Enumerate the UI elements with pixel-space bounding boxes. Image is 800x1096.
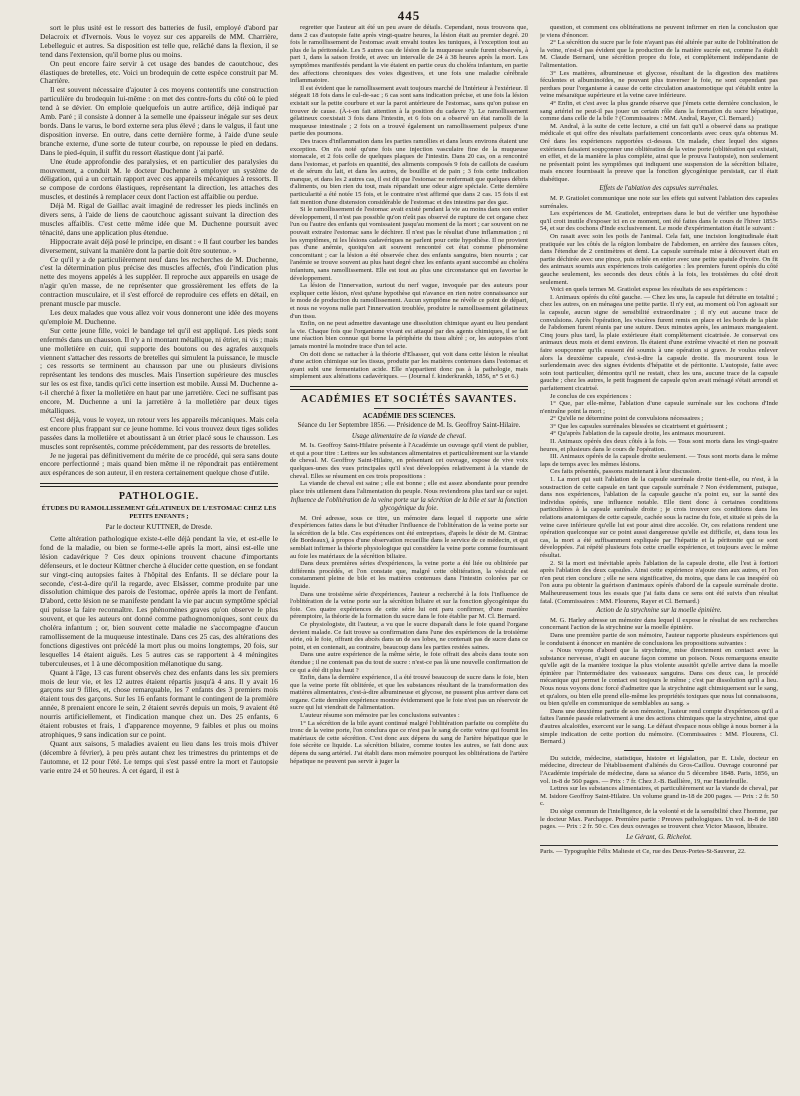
paragraph: 1. La mort qui suit l'ablation de la capsule surrénale droite tient-elle, ou n'est, à la soustraction de cette capsule en tant que capsule surrénale ? Non évidemment, puisque, dans nos expériences, l'ablation de la capsule gauche n'a point eu, sur la santé des individus opérés, une influence notable. Elle tient donc à certaines conditions particulières à la capsule surrénale droite ; je crois trouver ces conditions dans les relations anatomiques de cette capsule, cachée sous la racine du foie, et située si près de la veine cave inférieure qu'elle lui est pour ainsi dire accolée. Or, ces relations rendent une opération quelconque sur ce point aussi dangereuse qu'elle est difficile, et, dans tous les cas, la mort a été suffisamment expliquée par l'hépatite et la péritonite qui se sont développées. J'ai répété plusieurs fois cette cruelle expérience, et toujours avec le même résultat. <box>540 476 778 559</box>
paragraph: 3° Les matières, albumineuse et glycose, résultant de la digestion des matières féculentes et albuminoïdes, ne pouvant plus traverser le foie, ne sont cependant pas perdues pour l'organisme à cause de cette circulation anastomotique qui s'établit entre la veine mésaraïque supérieure et la veine cave inférieure. <box>540 69 778 100</box>
paragraph: Dans une deuxième partie de son mémoire, l'auteur rend compte d'expériences qu'il a faites l'année passée relativement à une des actions chimiques que la strychnine, ainsi que d'autres alcaloïdes, exercent sur le sang. Le défaut d'espace nous oblige à nous borner à la simple indication de cette portion du mémoire. (Commissaires : MM. Flourens, Cl. Bernard.) <box>540 707 778 746</box>
paragraph: Dans une troisième série d'expériences, l'auteur a recherché à la fois l'influence de l'oblitération de la veine porte sur la sécrétion biliaire et sur la fonction glycogénique du foie. Ces quatre expériences de cette série lui ont paru confirmer, d'une manière péremptoire, la théorie de la formation du sucre dans le foie établie par M. Cl. Bernard. <box>290 590 528 621</box>
paragraph: 2° Qu'elle ne détermine point de convulsions nécessaires ; <box>550 415 704 423</box>
paragraph: « Nous voyons d'abord que la strychnine, mise directement en contact avec la substance nerveuse, n'agit en aucune façon comme un poison. Nous remarquons ensuite qu'elle agit de la manière toxique la plus violente aussitôt qu'elle arrive dans la moelle épinière par l'intermédiaire des vaisseaux sanguins. Dans ces deux cas, le procédé mécanique qui permet le contact est toujours le même ; c'est par dissolution qu'il a lieu. Nous nous voyons donc forcé d'admettre que la strychnine agit chimiquement sur le sang, et qu'alors, ou bien elle prend elle-même les propriétés toxiques que nous lui connaissons, ou bien qu'elle en communique de semblables au sang. » <box>540 647 778 708</box>
topic-heading: Usage alimentaire de la viande de cheval. <box>351 432 467 440</box>
paragraph: On doit donc se rattacher à la théorie d'Elsasser, qui voit dans cette lésion le résultat d'une action chimique sur les tissus, produite par les matières contenues dans l'estomac et ayant subi une fermentation acide. Elle n'appartient donc pas à la pathologie, mais simplement aux altérations cadavériques. — (Journal f. kinderkrankh, 1856, n° 5 et 6.) <box>290 350 528 381</box>
academy-heading: ACADÉMIE DES SCIENCES. <box>362 411 456 420</box>
paragraph: Dans une première partie de son mémoire, l'auteur rapporte plusieurs expériences qui le conduisent à énoncer en manière de conclusions les propositions suivantes : <box>540 631 778 647</box>
paragraph: Voici en quels termes M. Gratiolet expose les résultats de ses expériences : <box>550 286 748 294</box>
paragraph: III. Animaux opérés de la capsule droite seulement. — Tous sont morts dans le même laps de temps avec les mêmes lésions. <box>540 453 778 468</box>
section-divider <box>40 483 278 487</box>
paragraph: M. G. Harley adresse un mémoire dans lequel il expose le résultat de ses recherches concernant l'action de la strychnine sur la moelle épinière. <box>540 616 778 632</box>
book-notice: Du siège commun de l'intelligence, de la volonté et de la sensibilité chez l'homme, par le docteur Max. Parchappe. Première partie : Preuves pathologiques. Un vol. in-8 de 180 pages. — Prix : 2 fr. 50 c. Ces deux ouvrages se trouvent chez Victor Masson, libraire. <box>540 807 778 831</box>
section-title-academies: ACADÉMIES ET SOCIÉTÉS SAVANTES. <box>300 393 518 405</box>
columns <box>40 24 778 1064</box>
paragraph: question, et comment ces oblitérations ne peuvent infirmer en rien la conclusion que je viens d'énoncer. <box>540 24 778 39</box>
paragraph: Enfin, dans la dernière expérience, il a été trouvé beaucoup de sucre dans le foie, bien que la veine porte fût oblitérée, et que les substances résultant de la transformation des matières alimentaires, c'est-à-dire albumineuse et glycose, ne pussent plus arriver dans cet organe. Cette dernière expérience montre évidemment que le foie n'est pas un réservoir de sucre qui lui viendrait de l'alimentation. <box>290 674 528 712</box>
paragraph: Cette altération pathologique existe-t-elle déjà pendant la vie, et est-elle le fond de la maladie, ou bien se forme-t-elle après la mort, ainsi est-elle une lésion cadavérique ? Ces deux opinions trouvent chacune d'importants défenseurs, et le docteur Küttner cherche à élucider cette question, en se fondant sur vingt-cinq autopsies faites à l'hôpital des Enfants. Il se déclare pour la seconde, c'est-à-dire qu'il la regarde, avec Elsässer, comme produite par une dissolution chimique des parois de l'estomac, opérée après la mort de l'enfant. D'abord, cette lésion ne se manifeste pendant la vie par aucun symptôme spécial qui puisse la faire reconnaître. Les phénomènes graves qu'on observe le plus souvent, et que les auteurs ont donné comme pathognomoniques, sont ceux du choléra infantum ; or, bien souvent cette maladie ne s'accompagne d'aucun ramollissement de la muqueuse intestinale. Dans ces 25 cas, des altérations des fonctions digestives ont précédé la mort plus ou moins longtemps, 20 fois, sur lesquelles 14 étaient aiguës. Les 5 autres cas se rapportent à 4 méningites tuberculeuses, et 1 à une décomposition mélanotique du sang. <box>40 534 278 668</box>
book-notice: Du suicide, médecine, statistique, histoire et législation, par E. Lisle, docteur en médecine, directeur de l'établissement d'aliénés du Gros-Caillou. Ouvrage couronné par l'Académie impériale de médecine, dans sa séance du 5 décembre 1848. Paris, 1856, un vol. in-8 de 560 pages. — Prix : 7 fr. Chez J.-B. Baillière, 19, rue Hautefeuille. <box>540 754 778 785</box>
paragraph: sort le plus usité est le ressort des batteries de fusil, employé d'abord par Delacroix et d'Ivernois. Vous le voyez sur ces appareils de MM. Charrière, Lebelleguic et autres. Sa disposition est telle que, relâché dans la flexion, il se tend dans l'extension, qu'il borne plus ou moins. <box>40 24 278 59</box>
paragraph: 3° Que les capsules surrénales blessées se cicatrisent et guérissent ; <box>550 422 728 430</box>
column-right <box>540 24 778 1064</box>
column-left <box>40 24 278 1064</box>
paragraph: I. Animaux opérés du côté gauche. — Chez les uns, la capsule fut détruite en totalité ; chez les autres, on en ménagea une petite partie. Il n'y eut, au moment où l'on agissait sur la capsule, aucun signe de sensibilité extraordinaire ; il n'y eut aucune trace de convulsions. Après l'opération, les viscères furent remis en place et les bords de la plaie de l'abdomen furent réunis par une suture. Deux minutes après, les animaux mangeaient. Cinq jours plus tard, la plaie extérieure était complètement cicatrisée. Je conservai ces animaux deux mois et demi environ. Ils étaient d'une extrême vivacité et rien ne pouvait faire soupçonner qu'ils eussent été soumis à une opération si grave. Je voulus enlever alors la deuxième capsule, c'est-à-dire la capsule droite. Ils moururent tous le surlendemain avec des signes évidents d'hépatite et de péritonite. L'autopsie, faite avec soin tout particulier, démontra qu'il ne restait, chez les uns, aucune trace de la capsule gauche ; chez les autres, le petit fragment de capsule qu'on avait ménagé s'était arrondi et parfaitement cicatrisé. <box>540 293 778 392</box>
paragraph: La viande de cheval est saine ; elle est bonne ; elle est assez abondante pour prendre place très utilement dans l'alimentation du peuple. Nous reviendrons plus tard sur ce sujet. <box>290 480 528 495</box>
paragraph: Il est évident que le ramollissement avait toujours marché de l'intérieur à l'extérieur. Il siégeait 18 fois dans le cul-de-sac ; 6 cas sont sans indication précise, et une fois la lésion existait sur la petite courbure et sur la paroi antérieure de l'estomac, sans qu'on puisse en trouver de cause. (À-t-on fait attention à la position du cadavre ?). Le ramollissement gélatineux coexistait 3 fois dans l'intestin, et 6 fois on a observé un état ramolli de la muqueuse intestinale ; 2 fois on a trouvé également un ramollissement pulpeux d'une partie des poumons. <box>290 84 528 138</box>
paragraph: 1° Que, par elle-même, l'ablation d'une capsule surrénale sur les cochons d'Inde n'entraîne point la mort ; <box>540 400 778 415</box>
book-notice: Lettres sur les substances alimentaires, et particulièrement sur la viande de cheval, par M. Isidore Geoffroy Saint-Hilaire. Un volume grand in-18 de 200 pages. — Prix : 2 fr. 50 c. <box>540 785 778 808</box>
paragraph: 2. Si la mort est inévitable après l'ablation de la capsule droite, elle l'est à fortiori après l'ablation des deux capsules. Ainsi cette expérience n'ajoute rien aux autres, et l'on n'en peut rien conclure ; elle ne sera significative, du moins, que dans le cas inespéré où l'on aura pu obtenir la guérison d'animaux opérés d'abord de la capsule surrénale droite. Malheureusement tous les essais que j'ai faits dans ce sens ont été suivis d'un résultat fatal. (Commissaires : MM. Flourens, Rayer et Cl. Bernard.) <box>540 559 778 605</box>
paragraph: M. Oré adresse, sous ce titre, un mémoire dans lequel il rapporte une série d'expériences faites dans le but d'étudier l'influence de l'oblitération de la veine porte sur la sécrétion de la bile. Ces expériences ont été entreprises, d'après le désir de M. Gintrac (de Bordeaux), à propos d'une observation recueillie dans le service de ce médecin, et qui semblait infirmer la théorie physiologique qui considère la veine porte comme fournissant au foie les matériaux de la sécrétion biliaire. <box>290 514 528 560</box>
paragraph: regretter que l'auteur ait été un peu avare de détails. Cependant, nous trouvons que, dans 2 cas d'autopsie faite après vingt-quatre heures, la lésion était au premier degré. 20 fois le ramollissement de l'estomac avait envahi toutes les tuniques, à l'exception tout au plus de la péritonéale. Les 5 autres cas de lésion de la muqueuse seule furent observés, à part 1, dans la saison froide, et avec un intervalle de 24 à 38 heures après la mort. Les symptômes manifestés pendant la vie étaient en partie ceux du choléra infantum, en partie des affections chroniques des voies digestives, et une fois une maladie cérébrale inflammatoire. <box>290 24 528 85</box>
paragraph: Une étude approfondie des paralysies, et en particulier des paralysies du mouvement, a conduit M. le docteur Duchenne à employer un système de déligation, qui a un certain rapport avec ces appareils mécaniques à ressorts. Il se compose de cordons élastiques, représentant la direction, les attaches des muscles, et destinés à remplacer ceux dont l'action est affaiblie ou perdue. <box>40 156 278 202</box>
column-middle <box>290 24 528 1064</box>
paragraph: Sur cette jeune fille, voici le bandage tel qu'il est appliqué. Les pieds sont enfermés dans un chausson. Il n'y a ni montant métallique, ni étrier, ni vis ; mais une molletière en cuir, qui supporte des boutons ou des agrafes auxquels viennent s'attacher des ressorts de bretelles qui simulent la puissance, le muscle ; ces ressorts se terminent au chausson par une ou plusieurs divisions représentant les tendons des muscles. Mais l'insertion supérieure des muscles sur les os est fixe, tandis qu'ici cette insertion est mobile. Aussi M. Duchenne a-t-il cherché à fixer la molletière en haut par une jarretière. Ceci ne suffisant pas encore, M. Duchenne a uni la jarretière à la molletière par deux tiges métalliques. <box>40 325 278 415</box>
paragraph: Les deux malades que vous allez voir vous donneront une idée des moyens qu'emploie M. Duchenne. <box>40 308 278 326</box>
section-divider <box>290 386 528 390</box>
paragraph: C'est déjà, vous le voyez, un retour vers les appareils mécaniques. Mais cela est encore plus frappant sur ce jeune homme. Ici vous trouvez deux tiges solides passées dans la molletière et aboutissant à un étrier placé sous le chausson. Les muscles sont représentés, comme précédemment, par des ressorts de bretelles. <box>40 414 278 451</box>
session-line: Séance du 1er Septembre 1856. — Présidence de M. Is. Geoffroy Saint-Hilaire. <box>297 421 521 430</box>
paragraph: 4° Qu'après l'ablation de la capsule droite, les animaux moururent. <box>550 430 726 438</box>
topic-heading: Influence de l'oblitération de la veine porte sur la sécrétion de la bile et sur la fonction glycogénique du foie. <box>290 497 528 513</box>
article-byline: Par le docteur KUTTNER, de Dresde. <box>105 523 213 532</box>
paragraph: Les expériences de M. Gratiolet, entreprises dans le but de vérifier une hypothèse qu'il croit inutile d'exposer ici en ce moment, ont été faites dans le cours de l'hiver 1853-54, et sur des cochons d'Inde exclusivement. Le mode d'expérimentation était le suivant : <box>540 210 778 233</box>
page-number: 445 <box>397 8 421 23</box>
paragraph: Ce physiologiste, dit l'auteur, a vu que le sucre disparaît dans le foie quand l'organe devient malade. Ce fait trouve sa confirmation dans l'une des expériences de la troisième série, où le foie, offrant des abcès dans un de ses lobes, ne contenait pas de sucre dans ce point, et en contenait, au contraire, beaucoup dans les parties restées saines. <box>290 620 528 651</box>
topic-heading: Action de la strychnine sur la moelle épinière. <box>596 607 722 615</box>
paragraph: Il est souvent nécessaire d'ajouter à ces moyens contentifs une construction particulière du brodequin lui-même : on met des contre-forts du côté où le pied tend à se dévier. On emploie quelquefois un autre artifice, déjà indiqué par Amb. Paré ; il consiste à donner à la semelle une épaisseur inégale sur ses deux bords. Dans le varus, le bord externe sera plus élevé ; dans le valgus, il faut une disposition inverse. En outre, dans cette dernière forme, à l'aide d'une seule branche externe, d'une sorte de tuteur courbe, on repousse le pied en dedans. Dans le pied-équin, il suffit du ressort élastique dont j'ai parlé. <box>40 85 278 157</box>
gerant-signature: Le Gérant, G. Richelot. <box>626 832 692 841</box>
paragraph: 1° La sécrétion de la bile ayant continué malgré l'oblitération parfaite ou complète du tronc de la veine porte, l'on conclura que ce n'est pas le sang de cette veine qui fournit les matériaux de cette sécrétion. C'est donc aux dépens du sang de l'artère hépatique que le foie sécrète ce liquide. La sécrétion biliaire, comme toutes les autres, se fait donc aux dépens du sang artériel. J'ai établi dans mon mémoire pourquoi les oblitérations de l'artère hépatique ne peuvent pas servir à juger la <box>290 719 528 765</box>
paragraph: Si le ramollissement de l'estomac avait existé pendant la vie au moins dans son entier développement, il n'est pas possible qu'on n'eût pas observé de rupture de cet organe chez l'un ou l'autre des enfants qui vomissaient jusqu'au moment de la mort ; car souvent on ne pouvait extraire l'estomac sans le déchirer. Il n'est pas le résultat d'une inflammation ; ni les symptômes, ni les lésions cadavériques ne parlent pour cette hypothèse. Il ne provient pas d'une anémie, quoiqu'on ait souvent rencontré cet état comme phénomène concomitant ; car la lésion a été observée chez des enfants sanguins, bien nourris ; car l'anémie se trouve souvent au plus haut degré chez les enfants ayant succombé au choléra infantum, sans ramollissement. Elle est tout au plus une circonstance qui en favorise le développement. <box>290 206 528 282</box>
paragraph: Dans deux premières séries d'expériences, la veine porte a été liée ou oblitérée par différents procédés, et l'on constate que, malgré cette oblitération, la vésicule est constamment pleine de bile et les matières contenues dans l'intestin colorées par ce liquide. <box>290 560 528 590</box>
paragraph: On rasait avec soin les poils de l'animal. Cela fait, une incision longitudinale était pratiquée sur les côtés de la région lombaire de l'abdomen, en arrière des fausses côtes, dans l'étendue de 2 centimètres et demi. La capsule surrénale mise à découvert était en partie déchirée avec une pince, puis reliée en entier avec une petite spatule d'ivoire. On fit des animaux soumis aux expériences trois catégories : les premiers furent opérés du côté gauche seulement, les seconds des deux côtés à la fois, les troisièmes du côté droit seulement. <box>540 233 778 286</box>
paragraph: M. Is. Geoffroy Saint-Hilaire présente à l'Académie un ouvrage qu'il vient de publier, et qui a pour titre : Lettres sur les substances alimentaires et particulièrement sur la viande de cheval. M. Geoffroy Saint-Hilaire, en présentant cet ouvrage, expose de vive voix quelques-unes des vues principales qu'il s'est développées relativement à la viande de cheval. Elles se résument en ces trois propositions : <box>290 442 528 480</box>
paragraph: 2° La sécrétion du sucre par le foie n'ayant pas été altérée par suite de l'oblitération de la veine, n'est-il pas évident que la production de la matière sucrée est, comme l'a établi M. Claude Bernard, une sécrétion propre du foie, et complètement indépendante de l'alimentation. <box>540 39 778 69</box>
paragraph: M. Andral, à la suite de cette lecture, a cité un fait qu'il a observé dans sa pratique médicale et qui offre des résultats parfaitement concordants avec ceux qu'a obtenus M. Oré dans les expériences rapportées ci-dessus. Un malade, chez lequel des signes extérieurs faisaient soupçonner une oblitération de la veine porte (oblitération qui existait, en effet, et de la manière la plus complète, ainsi que le prouva l'autopsie), non seulement ne présentait point les symptômes qui indiquent une suspension de la sécrétion biliaire, mais encore fournissait la preuve que la fonction glycogénique persistait, car il était diabétique. <box>540 122 778 183</box>
paragraph: Hippocrate avait déjà posé le principe, en disant : « Il faut courber les bandes diversement, suivant la manière dont la partie doit être soutenue. » <box>40 236 278 255</box>
paragraph: II. Animaux opérés des deux côtés à la fois. — Tous sont morts dans les vingt-quatre heures, et plusieurs dans le cours de l'opération. <box>540 438 778 453</box>
paragraph: Je conclus de ces expériences : <box>550 392 632 400</box>
paragraph: La lésion de l'innervation, surtout du nerf vague, invoquée par des auteurs pour expliquer cette lésion, n'est qu'une hypothèse qui n'avance en rien notre connaissance sur le mode de production du ramollissement. Aucun symptôme ne révèle ce point de départ, et nous ne voyons nulle part l'innervation troublée, produire le ramollissement gélatineux d'un tissu. <box>290 282 528 320</box>
paragraph: Je ne jugerai pas définitivement du mérite de ce procédé, qui sera sans doute encore perfectionné ; mais quand bien même il ne répondrait pas entièrement aux espérances de son auteur, il en restera certainement quelque chose d'utile. <box>40 450 278 478</box>
paragraph: Quant à l'âge, 13 cas furent observés chez des enfants dans les six premiers mois de leur vie, et les 12 autres étaient répartis jusqu'à 4 ans. Il y avait 16 garçons sur 9 filles, et, chose remarquable, les 7 enfants des 3 premiers mois étaient tous des garçons. Sur les 16 enfants formant le contingent de la première année, 8 prenaient encore le sein, 2 étaient sevrés depuis un mois, 9 avaient été nourris artificiellement, et l'indication manque chez un. Des 25 enfants, 6 étaient robustes et frais, 1 d'apparence moyenne, 9 faibles et plus ou moins atrophiques, 9 sans indication sur ce point. <box>40 667 278 739</box>
paragraph: Ce qu'il y a de particulièrement neuf dans les recherches de M. Duchenne, c'est la détermination plus précise des muscles affectés, d'où l'indication plus nette des moyens appelés à les suppléer. Il reproche aux appareils en usage de n'agir qu'en masse, de ne représenter que grossièrement les effets de la contraction musculaire, et il s'est efforcé de reproduire ces effets en détail, en prenant muscle par muscle. <box>40 254 278 309</box>
paragraph: Ces faits présentés, passons maintenant à leur discussion. <box>550 468 702 476</box>
paragraph: 4° Enfin, et c'est avec la plus grande réserve que j'émets cette dernière conclusion, le sang artériel ne peut-il pas jouer un certain rôle dans la formation du sucre hépatique, comme dans celle de la bile ? (Commissaires : MM. Andral, Rayer, Cl. Bernard.) <box>540 99 778 123</box>
imprint: Paris. — Typographie Félix Malteste et Ce, rue des Deux-Portes-St-Sauveur, 22. <box>540 845 778 856</box>
topic-heading: Effets de l'ablation des capsules surrénales. <box>599 185 719 193</box>
paragraph: L'auteur résume son mémoire par les conclusions suivantes : <box>300 712 460 720</box>
paragraph: Déjà M. Rigal de Gaillac avait imaginé de redresser les pieds inclinés en divers sens, à l'aide de liens de caoutchouc agissant suivant la direction des muscles affaiblis. C'est cette même idée que M. Duchenne poursuit avec ténacité, dans une application plus étendue. <box>40 201 278 237</box>
paragraph: Des traces d'inflammation dans les parties ramollies et dans leurs environs étaient une exception. On n'a noté qu'une fois une injection vasculaire fine de la muqueuse stomacale, et 2 fois celle de quelques plaques de l'intestin. Dans 20 cas, on a rencontré dans l'estomac, et parfois en quantité, des aliments composés 9 fois de caillots de caséum et de sérum du lait, et dans les autres, de bouillie et de pain ; 3 fois cette indication manque, et dans les 2 autres cas, il est dit que l'estomac ne renfermait que quelques débris d'aliments, ou bien rien du tout, mais répandait une odeur aigre spéciale. Cette dernière particularité a été notée 15 fois, et le contraire n'est affirmé que dans 2 cas. 15 fois il est fait mention d'une distension considérable de l'estomac et des intestins par des gaz. <box>290 137 528 206</box>
paragraph: M. P. Gratiolet communique une note sur les effets qui suivent l'ablation des capsules surrénales. <box>540 195 778 210</box>
article-title: ÉTUDES DU RAMOLLISSEMENT GÉLATINEUX DE L'ESTOMAC CHEZ LES PETITS ENFANTS ; <box>41 505 277 521</box>
paragraph: On peut encore faire servir à cet usage des bandes de caoutchouc, des élastiques de bretelles, etc. Voici un brodequin de cette espèce construit par M. Charrière. <box>40 58 278 86</box>
short-rule <box>624 750 694 751</box>
paragraph: Enfin, on ne peut admettre davantage une dissolution chimique ayant eu lieu pendant la vie. Chaque fois que l'organisme vivant est attaqué par des agents chimiques, il se fait une réaction bien connue qui borne la périphérie du tissu altéré ; or, les autopsies n'ont jamais montré la moindre trace d'un tel acte. <box>290 320 528 350</box>
short-rule <box>374 408 444 409</box>
section-title-pathology: PATHOLOGIE. <box>118 491 200 503</box>
paragraph: Dans une autre expérience de la même série, le foie offrait des abcès dans toute son étendue ; il ne contenait pas du tout de sucre : n'est-ce pas là une nouvelle confirmation de ce qui a été dit plus haut ? <box>290 651 528 674</box>
orthopedic-article <box>40 24 278 478</box>
paragraph: Quant aux saisons, 5 maladies avaient eu lieu dans les trois mois d'hiver (décembre à février), à peu près autant chez les trimestres du printemps et de l'automne, et 12 pour l'été. Le temps qui s'est passé entre la mort et l'autopsie varie entre 24 et 50 heures. À cet égard, il est à <box>40 738 278 775</box>
